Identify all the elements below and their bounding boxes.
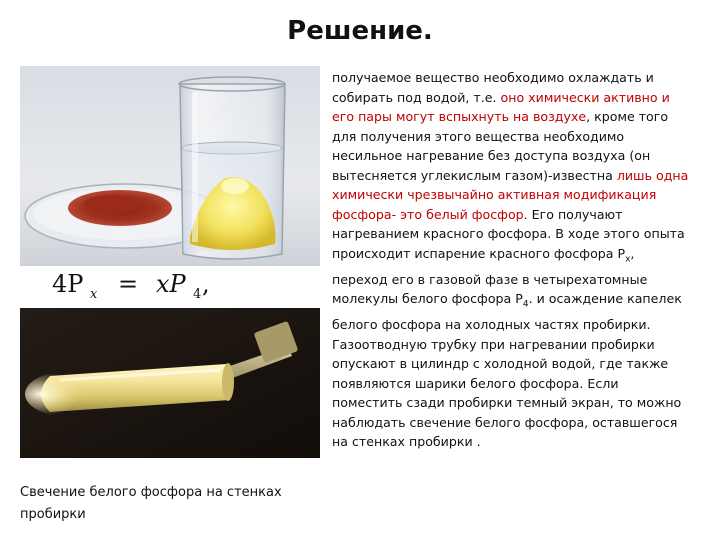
- photo-caption: Свечение белого фосфора на стенках пробирки: [20, 485, 282, 522]
- highlighted-text-segment: лишь одна химически чрезвычайно активная модификация фосфора- это белый фосфор.: [332, 167, 689, 222]
- formula-lhs: 4P: [52, 270, 84, 298]
- reaction-formula: [52, 268, 242, 302]
- text-segment: Его получают нагреванием красного фосфора. В ходе этого опыта происходит испарение красного фосфора Р: [332, 206, 685, 261]
- formula-rhs: xP: [156, 270, 186, 298]
- formula-tail: ,: [202, 270, 210, 298]
- text-segment: получаемое вещество необходимо охлаждать и собирать под водой, т.е.: [332, 70, 654, 105]
- text-segment: , кроме того для получения этого вещества необходимо несильное нагревание без доступа воздуха (он вытесняется углекислым газом)-известна: [332, 109, 669, 183]
- formula-rhs-sub: 4: [193, 287, 202, 302]
- phosphorus-beaker-photo: [20, 66, 320, 266]
- explanation-text: [332, 68, 692, 452]
- text-segment: . и осаждение капелек белого фосфора на холодных частях пробирки. Газоотводную трубку при нагревании пробирки опускают в цилиндр с холодной водой, где также появляются шарики белого фосфора. Если поместить сзади пробирки темный экран, то можно наблюдать свечение белого фосфора, оставшегося на стенках пробирки .: [332, 291, 682, 450]
- text-segment: x: [625, 254, 631, 265]
- formula-equals: =: [118, 270, 139, 298]
- highlighted-text-segment: оно химически активно и его пары могут вспыхнуть на воздухе: [332, 89, 670, 124]
- text-segment: 4: [522, 299, 529, 310]
- text-segment: , переход его в газовой фазе в четырехатомные молекулы белого фосфора Р: [332, 245, 648, 307]
- slide-title: Решение.: [287, 16, 433, 46]
- formula-lhs-sub: x: [90, 287, 98, 302]
- glowing-test-tube-photo: [20, 308, 320, 458]
